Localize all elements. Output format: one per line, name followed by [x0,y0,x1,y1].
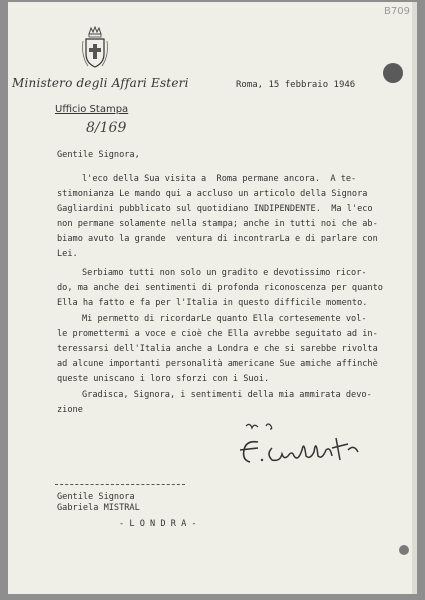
letter-date: Roma, 15 febbraio 1946 [236,80,356,90]
signature-icon [236,420,376,470]
divider [55,484,185,485]
body-line: l'eco della Sua visita a Roma permane ancora. A te- [82,174,357,184]
body-line: ad alcune importanti personalità americane Sue amiche affinchè [57,359,378,369]
body-line: Ella ha fatto e fa per l'Italia in questo difficile momento. [57,298,368,308]
body-line: do, ma anche dei sentimenti di profonda riconoscenza per quanto [57,283,383,293]
body-line: Serbiamo tutti non solo un gradito e devotissimo ricor- [82,268,367,278]
body-line: stimonianza Le mando qui a accluso un articolo della Signora [57,189,368,199]
body-line: Gagliardini pubblicato sul quotidiano INDIPENDENTE. Ma l'eco [57,204,373,214]
body-line: le promettermi a voce e cioè che Ella avrebbe seguitato ad in- [57,329,378,339]
recipient-name: Gabriela MISTRAL [57,503,140,513]
body-line: zione [57,405,83,415]
body-line: queste uniscano i loro sforzi con i Suoi. [57,374,270,384]
protocol-number: 8/169 [86,120,127,136]
body-line: biamo avuto la grande ventura di incontrarLa e di parlare con [57,234,378,244]
punch-hole [383,63,403,83]
ministry-name: Ministero degli Affari Esteri [12,76,189,90]
salutation: Gentile Signora, [57,150,140,160]
body-line: Mi permetto di ricordarLe quanto Ella cortesemente vol- [82,314,367,324]
office-name: Ufficio Stampa [55,104,129,115]
recipient-city: - L O N D R A - [119,519,197,529]
body-line: Lei. [57,249,78,259]
crest-icon [80,26,110,72]
archive-code: B709 [384,6,410,17]
body-line: Gradisca, Signora, i sentimenti della mia ammirata devo- [82,390,372,400]
punch-hole-small [399,545,409,555]
recipient-line: Gentile Signora [57,492,135,502]
body-line: non permane solamente nella stampa; anche in tutti noi che ab- [57,219,378,229]
body-line: teressarsi dell'Italia anche a Londra e che si sarebbe rivolta [57,344,378,354]
page-edge-shadow [412,2,417,594]
